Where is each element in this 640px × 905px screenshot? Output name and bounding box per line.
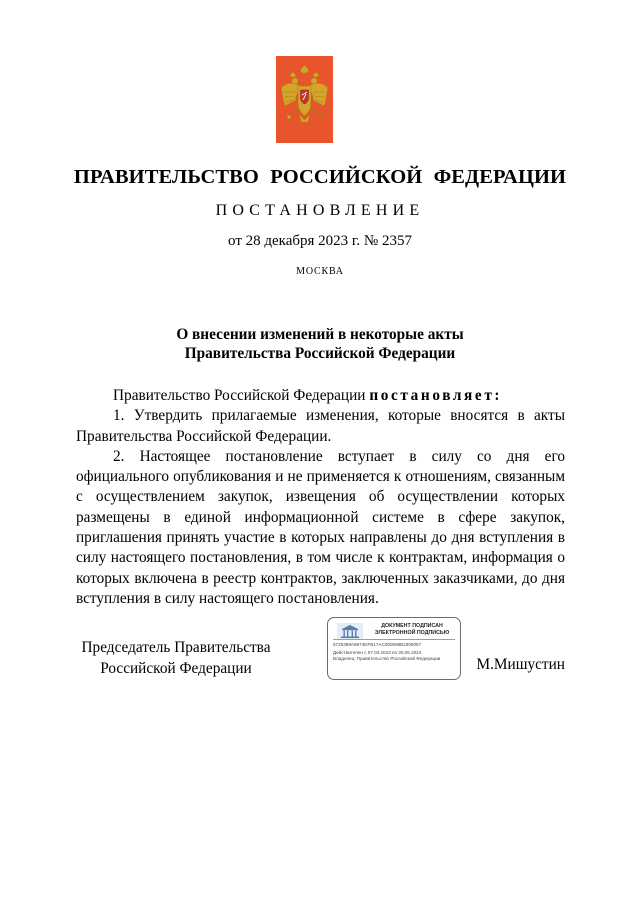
certificate-validity: Действителен с 07.03.2023 по 30.05.2024 — [333, 650, 422, 655]
double-headed-eagle-icon — [276, 56, 333, 143]
stamp-heading-line-2: ЭЛЕКТРОННОЙ ПОДПИСЬЮ — [374, 629, 450, 636]
certificate-serial: 5725389A8874DFB17AC000088B2306057 — [333, 642, 422, 647]
intro-paragraph — [76, 386, 565, 406]
intro-text: Правительство Российской Федерации — [113, 387, 370, 404]
decree-word: постановляет: — [369, 387, 503, 404]
document-type: ПОСТАНОВЛЕНИЕ — [215, 202, 425, 219]
electronic-signature-stamp — [327, 617, 461, 680]
stamp-heading — [364, 623, 460, 636]
document-body — [76, 386, 565, 609]
subject-line-2: Правительства Российской Федерации — [184, 345, 456, 362]
signer-title-line-2: Российской Федерации — [100, 659, 252, 677]
document-subject — [0, 325, 640, 363]
signer-name: М.Мишустин — [476, 656, 565, 673]
government-title: ПРАВИТЕЛЬСТВО РОССИЙСКОЙ ФЕДЕРАЦИИ — [73, 166, 567, 188]
item-2-paragraph: 2. Настоящее постановление вступает в силу со дня его официального опубликования и не применяется к отношениям, связанным с осуществлением закупок, извещения об осуществлении которых размещены в единой информационной системе в сфере закупок, приглашения принять участие в которых направлены до дня вступления в силу настоящего постановления, в том числе к контрактам, информация о которых включена в реестр контрактов, заключенных заказчиками, до дня вступления в силу настоящего постановления. — [76, 447, 565, 607]
stamp-heading-line-1: ДОКУМЕНТ ПОДПИСАН — [381, 623, 443, 629]
date-and-number: от 28 декабря 2023 г. № 2357 — [228, 233, 412, 249]
certificate-owner: Владелец: Правительство Российской Федерации — [333, 656, 441, 661]
item-1-paragraph: 1. Утвердить прилагаемые изменения, которые вносятся в акты Правительства Российской Федерации. — [76, 407, 565, 445]
signer-title — [76, 638, 276, 679]
stamp-divider — [333, 639, 455, 640]
subject-line-1: О внесении изменений в некоторые акты — [176, 326, 464, 343]
coat-of-arms-emblem — [276, 56, 333, 143]
government-building-icon — [337, 623, 363, 640]
signer-title-line-1: Председатель Правительства — [81, 639, 271, 656]
city-label: МОСКВА — [296, 266, 344, 277]
